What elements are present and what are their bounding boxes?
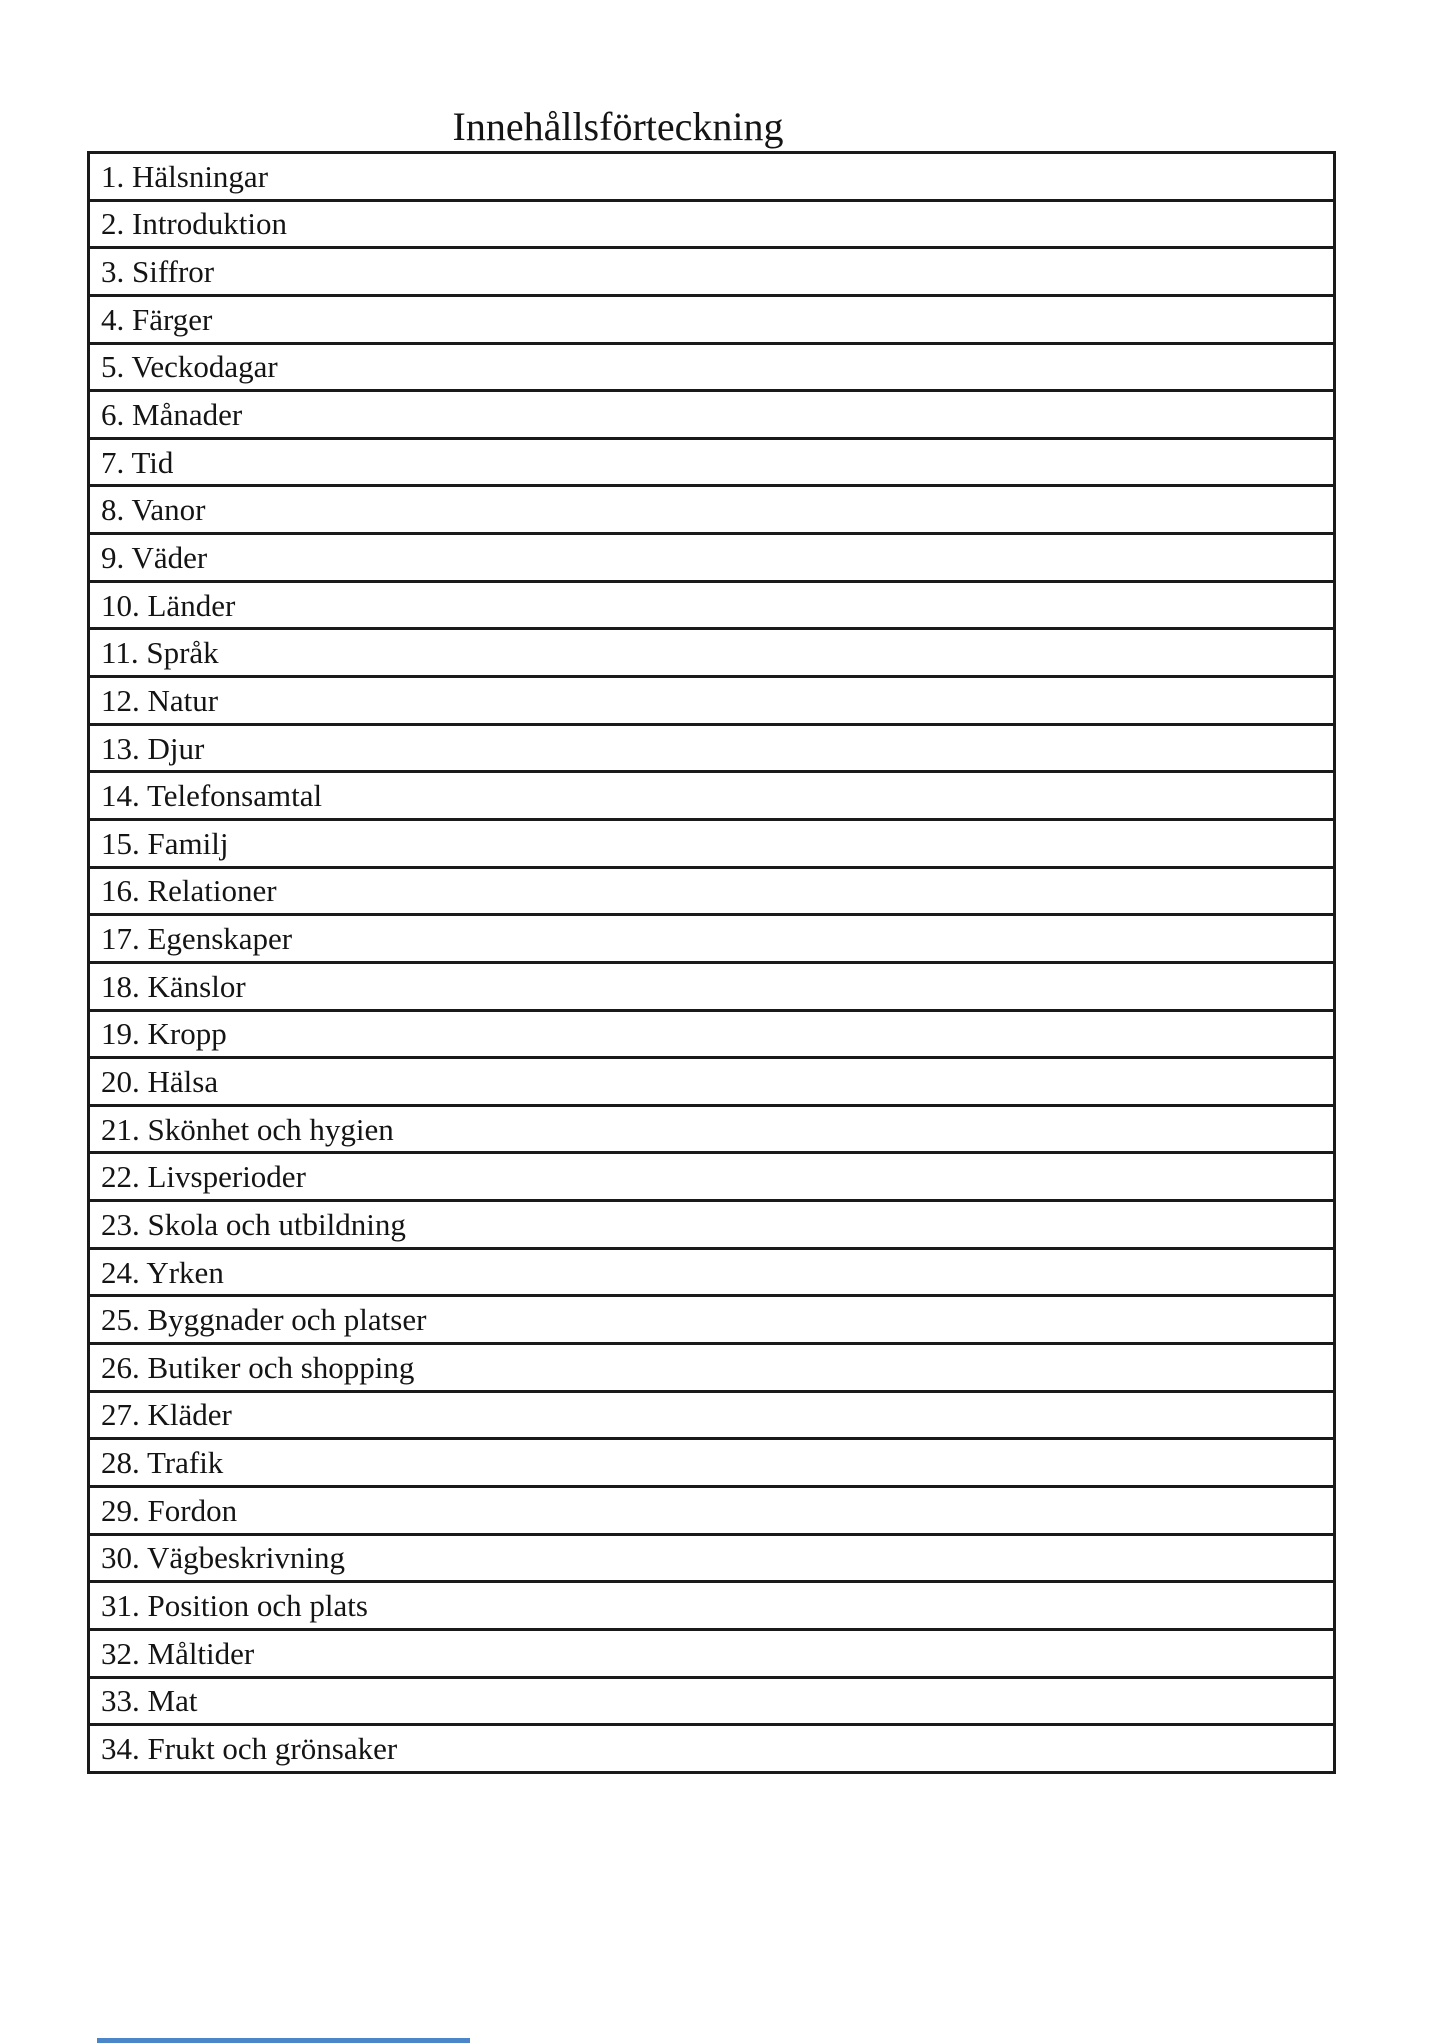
toc-row	[90, 773, 1333, 821]
toc-entry-text: 3. Siffror	[101, 254, 215, 290]
toc-row	[90, 821, 1333, 869]
toc-row	[90, 964, 1333, 1012]
toc-row	[90, 1154, 1333, 1202]
toc-entry-text: 25. Byggnader och platser	[101, 1302, 427, 1338]
toc-entry-text: 10. Länder	[101, 587, 236, 623]
toc-row	[90, 1012, 1333, 1060]
toc-row	[90, 1488, 1333, 1536]
toc-entry-text: 33. Mat	[101, 1683, 198, 1719]
toc-row	[90, 630, 1333, 678]
toc-row	[90, 1440, 1333, 1488]
toc-entry-text: 26. Butiker och shopping	[101, 1349, 415, 1385]
toc-entry-text: 2. Introduktion	[101, 206, 287, 242]
toc-entry-text: 15. Familj	[101, 825, 229, 861]
toc-row	[90, 1202, 1333, 1250]
toc-entry-text: 7. Tid	[101, 444, 174, 480]
toc-row	[90, 1583, 1333, 1631]
toc-row	[90, 1393, 1333, 1441]
toc-row	[90, 1107, 1333, 1155]
toc-entry-text: 4. Färger	[101, 301, 213, 337]
toc-entry-text: 27. Kläder	[101, 1397, 232, 1433]
bottom-blue-bar	[97, 2038, 470, 2043]
toc-row	[90, 678, 1333, 726]
toc-entry-text: 14. Telefonsamtal	[101, 778, 323, 814]
toc-row	[90, 583, 1333, 631]
toc-entry-text: 17. Egenskaper	[101, 921, 293, 957]
toc-row	[90, 1345, 1333, 1393]
toc-row	[90, 154, 1333, 202]
toc-row	[90, 1059, 1333, 1107]
toc-entry-text: 28. Trafik	[101, 1445, 224, 1481]
toc-entry-text: 22. Livsperioder	[101, 1159, 306, 1195]
toc-entry-text: 18. Känslor	[101, 968, 246, 1004]
toc-row	[90, 535, 1333, 583]
toc-entry-text: 5. Veckodagar	[101, 349, 278, 385]
toc-table	[87, 151, 1336, 1774]
toc-entry-text: 19. Kropp	[101, 1016, 227, 1052]
toc-entry-text: 34. Frukt och grönsaker	[101, 1730, 398, 1766]
toc-entry-text: 20. Hälsa	[101, 1063, 219, 1099]
toc-row	[90, 916, 1333, 964]
toc-row	[90, 345, 1333, 393]
toc-row	[90, 1297, 1333, 1345]
toc-row	[90, 1250, 1333, 1298]
toc-row	[90, 1726, 1333, 1771]
page-title: Innehållsförteckning	[452, 103, 784, 149]
toc-entry-text: 21. Skönhet och hygien	[101, 1111, 394, 1147]
toc-row	[90, 392, 1333, 440]
toc-row	[90, 297, 1333, 345]
toc-entry-text: 1. Hälsningar	[101, 158, 269, 194]
toc-entry-text: 24. Yrken	[101, 1254, 224, 1290]
toc-row	[90, 249, 1333, 297]
toc-entry-text: 11. Språk	[101, 635, 219, 671]
toc-entry-text: 12. Natur	[101, 682, 219, 718]
toc-entry-text: 6. Månader	[101, 397, 243, 433]
toc-entry-text: 8. Vanor	[101, 492, 206, 528]
toc-row	[90, 202, 1333, 250]
toc-entry-text: 31. Position och plats	[101, 1588, 368, 1624]
toc-entry-text: 23. Skola och utbildning	[101, 1206, 406, 1242]
toc-entry-text: 9. Väder	[101, 539, 208, 575]
toc-row	[90, 1536, 1333, 1584]
toc-row	[90, 1679, 1333, 1727]
toc-row	[90, 869, 1333, 917]
toc-entry-text: 13. Djur	[101, 730, 205, 766]
toc-row	[90, 487, 1333, 535]
toc-row	[90, 440, 1333, 488]
toc-row	[90, 1631, 1333, 1679]
toc-entry-text: 29. Fordon	[101, 1492, 238, 1528]
toc-entry-text: 32. Måltider	[101, 1635, 255, 1671]
toc-entry-text: 30. Vägbeskrivning	[101, 1540, 345, 1576]
toc-row	[90, 726, 1333, 774]
toc-entry-text: 16. Relationer	[101, 873, 277, 909]
